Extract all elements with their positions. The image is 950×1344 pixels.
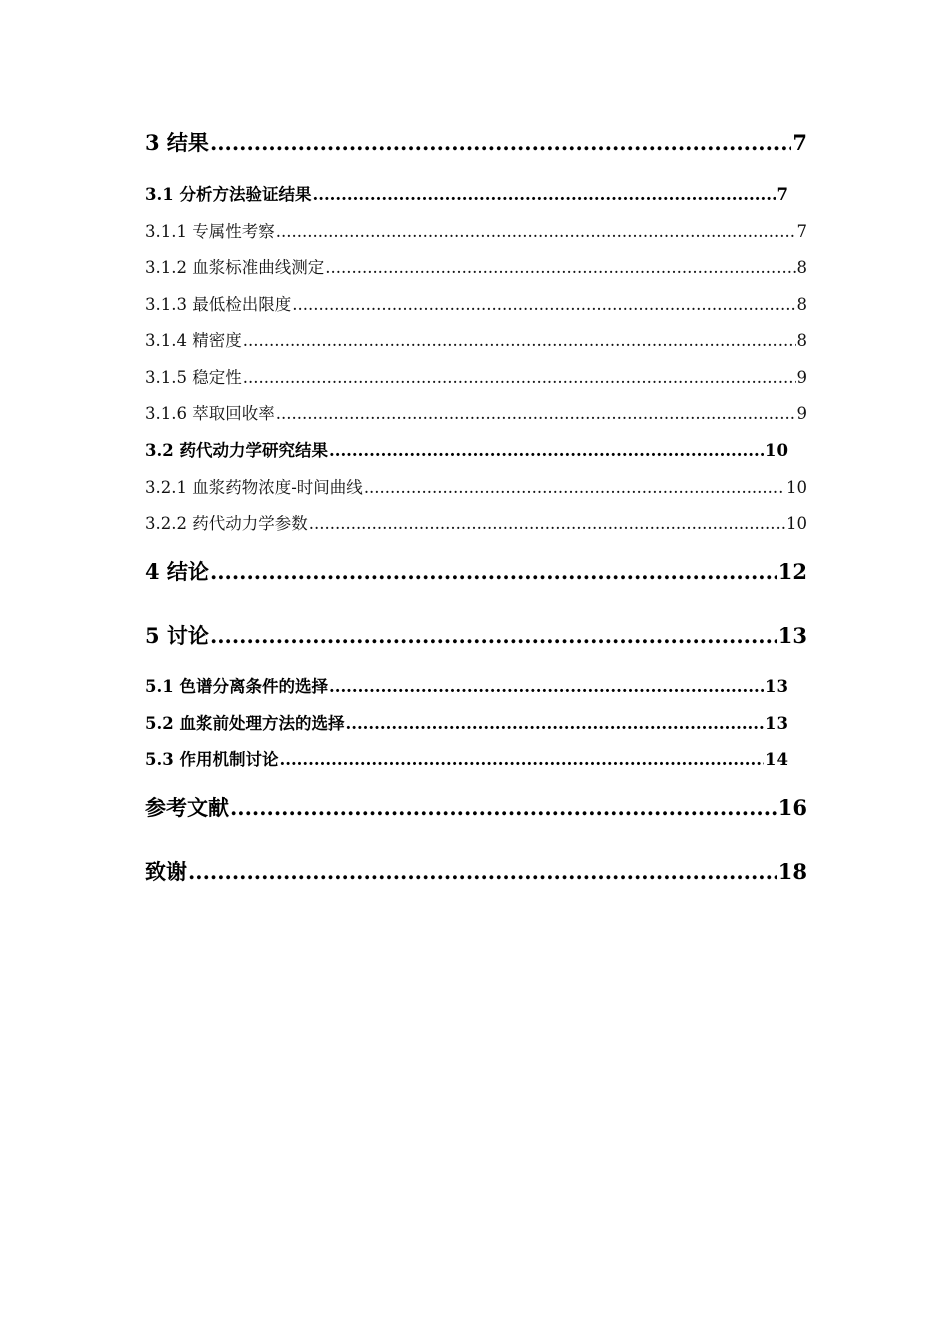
toc-entry-label: 3.1.1 专属性考察 (145, 222, 275, 241)
toc-page-number: 13 (765, 714, 788, 733)
toc-entry-3-2[interactable] (145, 437, 788, 461)
toc-leader-dots (312, 185, 775, 204)
toc-page-number: 7 (776, 185, 788, 204)
toc-entry-label: 3.1.4 精密度 (145, 331, 242, 350)
toc-page-number: 10 (786, 478, 807, 497)
toc-leader-dots (210, 623, 777, 648)
toc-leader-dots (210, 559, 777, 584)
toc-entry-label: 5.3 作用机制讨论 (145, 750, 279, 769)
toc-page-number: 8 (796, 331, 807, 350)
toc-entry-label: 致谢 (145, 859, 187, 884)
toc-entry-label: 参考文献 (145, 795, 229, 820)
toc-entry-5-1[interactable] (145, 673, 788, 697)
toc-leader-dots (325, 258, 795, 277)
toc-entry-label: 5 讨论 (145, 623, 209, 648)
toc-page-number: 13 (765, 677, 788, 696)
toc-leader-dots (329, 677, 764, 696)
toc-leader-dots (230, 795, 777, 820)
toc-entry-3-2-1[interactable] (145, 474, 807, 498)
toc-leader-dots (329, 441, 764, 460)
toc-entry-3-1-4[interactable] (145, 327, 807, 351)
toc-leader-dots (279, 750, 764, 769)
toc-page-number: 13 (777, 623, 807, 648)
toc-page-number: 7 (796, 222, 807, 241)
toc-page-number: 18 (777, 859, 807, 884)
toc-entry-3-1-2[interactable] (145, 254, 807, 278)
toc-page-number: 12 (777, 559, 807, 584)
toc-leader-dots (276, 222, 796, 241)
toc-entry-references[interactable] (145, 792, 807, 822)
toc-page-number: 14 (765, 750, 788, 769)
toc-entry-label: 3.1.3 最低检出限度 (145, 295, 292, 314)
toc-entry-label: 3.1.5 稳定性 (145, 368, 242, 387)
toc-page-number: 9 (796, 368, 807, 387)
toc-entry-label: 4 结论 (145, 559, 209, 584)
toc-entry-discussion[interactable] (145, 620, 807, 650)
toc-leader-dots (276, 404, 796, 423)
toc-page-number: 16 (777, 795, 807, 820)
toc-entry-label: 3.1 分析方法验证结果 (145, 185, 312, 204)
toc-entry-label: 3.2.2 药代动力学参数 (145, 514, 308, 533)
toc-entry-results[interactable] (145, 127, 807, 157)
toc-page-number: 8 (796, 258, 807, 277)
toc-entry-label: 3.2.1 血浆药物浓度-时间曲线 (145, 478, 363, 497)
toc-leader-dots (309, 514, 785, 533)
toc-entry-label: 3.1.6 萃取回收率 (145, 404, 275, 423)
toc-entry-3-1[interactable] (145, 181, 788, 205)
toc-entry-3-2-2[interactable] (145, 510, 807, 534)
toc-entry-label: 5.1 色谱分离条件的选择 (145, 677, 328, 696)
toc-leader-dots (292, 295, 795, 314)
toc-entry-3-1-6[interactable] (145, 400, 807, 424)
toc-leader-dots (188, 859, 777, 884)
toc-leader-dots (345, 714, 764, 733)
toc-entry-label: 3 结果 (145, 130, 209, 155)
toc-entry-label: 3.2 药代动力学研究结果 (145, 441, 328, 460)
toc-leader-dots (243, 368, 796, 387)
toc-page-number: 7 (792, 130, 807, 155)
toc-entry-3-1-5[interactable] (145, 364, 807, 388)
toc-entry-5-2[interactable] (145, 710, 788, 734)
toc-page-number: 10 (786, 514, 807, 533)
toc-entry-label: 3.1.2 血浆标准曲线测定 (145, 258, 325, 277)
toc-entry-acknowledgements[interactable] (145, 856, 807, 886)
toc-page-number: 10 (765, 441, 788, 460)
toc-leader-dots (210, 130, 791, 155)
toc-entry-label: 5.2 血浆前处理方法的选择 (145, 714, 345, 733)
toc-page-number: 8 (796, 295, 807, 314)
toc-entry-3-1-1[interactable] (145, 218, 807, 242)
toc-leader-dots (243, 331, 796, 350)
toc-entry-5-3[interactable] (145, 746, 788, 770)
toc-entry-3-1-3[interactable] (145, 291, 807, 315)
toc-page-number: 9 (796, 404, 807, 423)
toc-leader-dots (364, 478, 785, 497)
toc-entry-conclusion[interactable] (145, 556, 807, 586)
